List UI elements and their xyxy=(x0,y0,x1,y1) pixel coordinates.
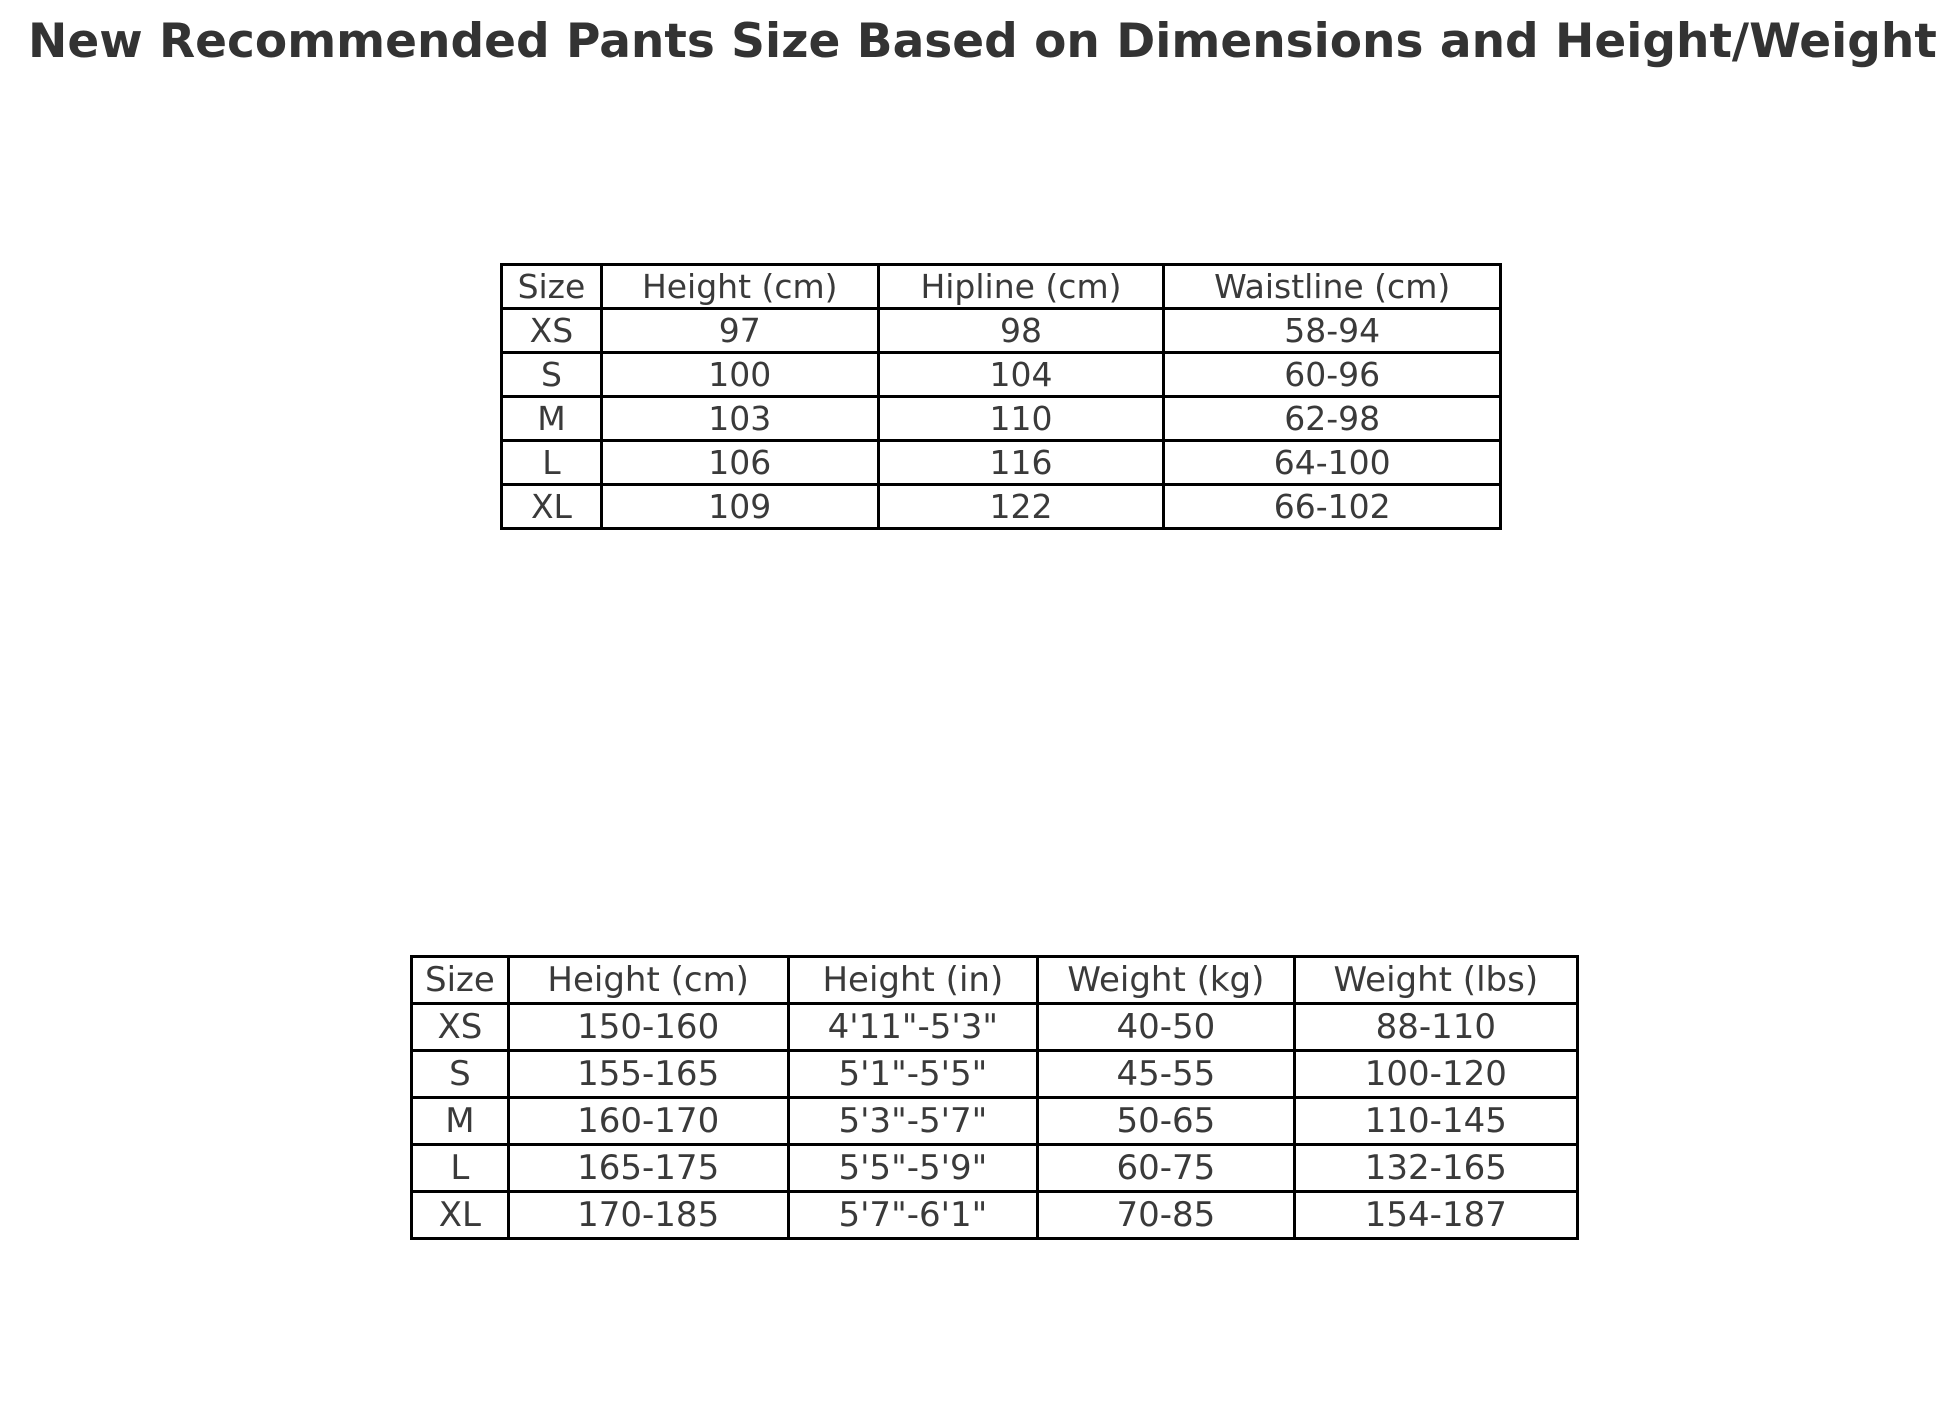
table-cell: 60-75 xyxy=(1038,1145,1295,1192)
table-cell: S xyxy=(502,353,602,397)
column-header: Hipline (cm) xyxy=(878,265,1164,309)
table-row xyxy=(502,309,1501,353)
table-cell: 132-165 xyxy=(1294,1145,1577,1192)
table-cell: 4'11"-5'3" xyxy=(788,1004,1038,1051)
table-cell: 122 xyxy=(878,485,1164,529)
table-cell: 165-175 xyxy=(508,1145,788,1192)
table-cell: 150-160 xyxy=(508,1004,788,1051)
column-header: Weight (kg) xyxy=(1038,957,1295,1004)
table-row xyxy=(412,1145,1578,1192)
table-row xyxy=(502,441,1501,485)
table-cell: 98 xyxy=(878,309,1164,353)
height-weight-table xyxy=(410,955,1579,1240)
table-cell: 70-85 xyxy=(1038,1192,1295,1239)
table-cell: 62-98 xyxy=(1164,397,1501,441)
table-cell: XL xyxy=(502,485,602,529)
pants-dimensions-table xyxy=(500,263,1502,530)
table-cell: 154-187 xyxy=(1294,1192,1577,1239)
table-header-row xyxy=(502,265,1501,309)
table-cell: 109 xyxy=(601,485,878,529)
table-cell: 58-94 xyxy=(1164,309,1501,353)
table-row xyxy=(412,1004,1578,1051)
table-cell: XS xyxy=(502,309,602,353)
table-cell: 5'3"-5'7" xyxy=(788,1098,1038,1145)
table-row xyxy=(502,353,1501,397)
table-cell: 45-55 xyxy=(1038,1051,1295,1098)
column-header: Height (in) xyxy=(788,957,1038,1004)
table-cell: 170-185 xyxy=(508,1192,788,1239)
column-header: Weight (lbs) xyxy=(1294,957,1577,1004)
table-cell: 106 xyxy=(601,441,878,485)
table-cell: 5'5"-5'9" xyxy=(788,1145,1038,1192)
table-cell: 116 xyxy=(878,441,1164,485)
column-header: Size xyxy=(502,265,602,309)
table-cell: 60-96 xyxy=(1164,353,1501,397)
table-cell: 66-102 xyxy=(1164,485,1501,529)
column-header: Size xyxy=(412,957,509,1004)
table-cell: 5'7"-6'1" xyxy=(788,1192,1038,1239)
table-cell: 104 xyxy=(878,353,1164,397)
table-cell: 40-50 xyxy=(1038,1004,1295,1051)
table-cell: 88-110 xyxy=(1294,1004,1577,1051)
table-row xyxy=(412,1192,1578,1239)
column-header: Height (cm) xyxy=(601,265,878,309)
table-cell: 97 xyxy=(601,309,878,353)
table-cell: XS xyxy=(412,1004,509,1051)
table-cell: 103 xyxy=(601,397,878,441)
table-cell: XL xyxy=(412,1192,509,1239)
table-row xyxy=(502,397,1501,441)
table-cell: 50-65 xyxy=(1038,1098,1295,1145)
column-header: Height (cm) xyxy=(508,957,788,1004)
table-cell: M xyxy=(412,1098,509,1145)
table-cell: 5'1"-5'5" xyxy=(788,1051,1038,1098)
table-cell: 155-165 xyxy=(508,1051,788,1098)
table-cell: 110-145 xyxy=(1294,1098,1577,1145)
column-header: Waistline (cm) xyxy=(1164,265,1501,309)
table-cell: 64-100 xyxy=(1164,441,1501,485)
table-cell: 160-170 xyxy=(508,1098,788,1145)
table-cell: S xyxy=(412,1051,509,1098)
table-row xyxy=(412,1098,1578,1145)
table-row xyxy=(502,485,1501,529)
page-title: New Recommended Pants Size Based on Dimensions and Height/Weight xyxy=(28,14,1937,69)
table-cell: 110 xyxy=(878,397,1164,441)
table-header-row xyxy=(412,957,1578,1004)
table-cell: 100-120 xyxy=(1294,1051,1577,1098)
table-cell: L xyxy=(412,1145,509,1192)
table-cell: M xyxy=(502,397,602,441)
table-cell: L xyxy=(502,441,602,485)
table-cell: 100 xyxy=(601,353,878,397)
table-row xyxy=(412,1051,1578,1098)
